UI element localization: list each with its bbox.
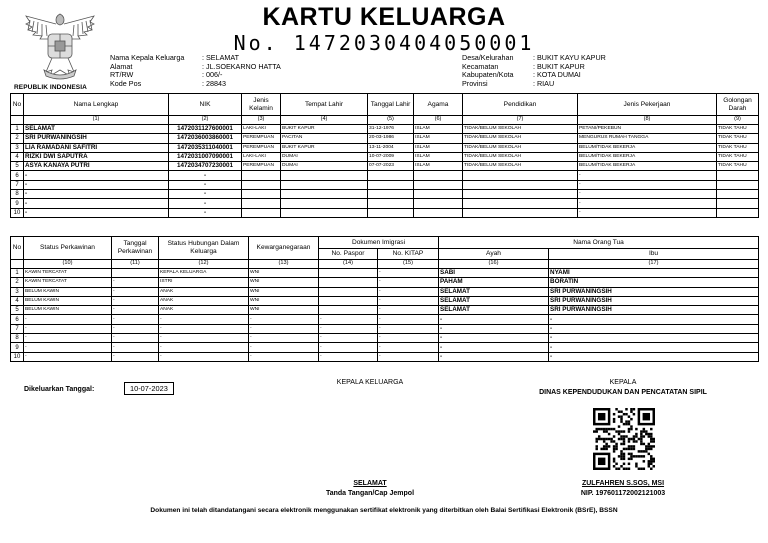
col-header-religion: Agama [414,94,463,116]
col-header-no: No [11,94,24,116]
member-row: 1 SELAMAT 1472031127600001 LAKI-LAKI BUKIT KAPUR 31-12-1976 ISLAM TIDAK/BELUM SEKOLAH PETANI/PEKEBUN TIDAK TAHU [11,125,759,134]
member-row: 10 - - - [11,208,759,217]
member-row: 8 - - - [11,190,759,199]
members-number-row: (1) (2) (3) (4) (5) (6) (7) (8) (9) [11,116,759,125]
info-row-rtrw: RT/RW : 006/- [110,70,223,80]
status-row: 4 BELUM KAWIN - ANAK WNI - SELAMAT SRI PURWANINGSIH [11,296,759,305]
col-header-nik: NIK [169,94,242,116]
col-header-passport: No. Paspor [319,249,378,260]
qr-code [593,408,655,470]
col-header-no2: No [11,237,24,260]
members-header-row [11,94,759,116]
official-name: ZULFAHREN S.SOS, MSI [581,480,665,487]
household-info-left [110,54,281,88]
col-header-father: Ayah [439,249,549,260]
col-header-marriage-date: Tanggal Perkawinan [112,237,159,260]
family-card-number: No. 1472030404050001 [233,31,535,55]
status-table [10,236,759,362]
issued-label: Dikeluarkan Tanggal: [24,386,95,393]
status-row: 2 KAWIN TERCATAT - ISTRI WNI - PAHAM BORATIN [11,278,759,287]
head-title: KEPALA KELUARGA [336,379,404,386]
col-header-citizenship: Kewarganegaraan [249,237,319,260]
info-row-address: Alamat : JL.SOEKARNO HATTA [110,61,281,71]
info-row-district: Kecamatan : BUKIT KAPUR [462,61,585,71]
head-sign-label: Tanda Tangan/Cap Jempol [325,490,415,497]
info-row-head: Nama Kepala Keluarga : SELAMAT [110,53,240,62]
head-name: SELAMAT [353,480,387,487]
member-row: 9 - - - [11,199,759,208]
info-row-province: Provinsi : RIAU [462,78,555,88]
col-header-relationship: Status Hubungan Dalam Keluarga [159,237,249,260]
member-row: 5 ASYA KANAYA PUTRI 1472034707230001 PEREMPUAN DUMAI 07-07-2023 ISLAM TIDAK/BELUM SEKOLAH BELUM/TIDAK BEKERJA TIDAK TAHU [11,162,759,171]
electronic-signature-note: Dokumen ini telah ditandatangani secara elektronik menggunakan sertifikat elektronik yang diterbitkan oleh Balai Sertifikasi Elektronik (BSrE), BSSN [150,507,618,514]
status-row: 7 - - - - - - - - [11,324,759,333]
member-row: 6 - - - [11,171,759,180]
office-title: KEPALA [609,379,637,386]
status-row: 1 KAWIN TERCATAT KEPALA KELUARGA WNI - SABI NYAMI [11,269,759,278]
col-header-birthdate: Tanggal Lahir [368,94,414,116]
page-title: KARTU KELUARGA [262,3,506,31]
status-row: 8 - - - - - - - - [11,334,759,343]
status-number-row: (10) (11) (12) (13) (14) (15) (16) (17) [11,260,759,269]
official-nip: NIP. 197601172002121003 [580,490,666,497]
issued-date: 10-07-2023 [124,382,174,395]
col-header-parents: Nama Orang Tua [439,237,759,249]
col-header-birthplace: Tempat Lahir [281,94,368,116]
status-row: 10 - - - - - - - - [11,352,759,361]
member-row: 2 SRI PURWANINGSIH 1472036003860001 PEREMPUAN PACITAN 20-03-1986 ISLAM TIDAK/BELUM SEKOLAH MENGURUS RUMAH TANGGA TIDAK TAHU [11,134,759,143]
col-header-gender: Jenis Kelamin [242,94,281,116]
col-header-marital: Status Perkawinan [24,237,112,260]
members-table [10,93,759,218]
member-row: 3 LIA RAMADANI SAFITRI 1472035311040001 PEREMPUAN BUKIT KAPUR 13-11-2004 ISLAM TIDAK/BELUM SEKOLAH BELUM/TIDAK BEKERJA TIDAK TAHU [11,143,759,152]
country-label: REPUBLIK INDONESIA [14,84,87,91]
col-header-name: Nama Lengkap [24,94,169,116]
col-header-mother: Ibu [549,249,759,260]
office-title-2: DINAS KEPENDUDUKAN DAN PENCATATAN SIPIL [539,389,707,396]
col-header-education: Pendidikan [463,94,578,116]
col-header-occupation: Jenis Pekerjaan [578,94,717,116]
status-row: 6 - - - - - - - - [11,315,759,324]
info-row-village: Desa/Kelurahan : BUKIT KAYU KAPUR [462,53,606,62]
household-info-right [462,54,606,88]
member-row: 7 - - - [11,180,759,189]
status-row: 3 BELUM KAWIN - ANAK WNI - SELAMAT SRI PURWANINGSIH [11,287,759,296]
col-header-immigration: Dokumen Imigrasi [319,237,439,249]
status-row: 5 BELUM KAWIN - ANAK WNI - SELAMAT SRI PURWANINGSIH [11,306,759,315]
info-row-city: Kabupaten/Kota : KOTA DUMAI [462,70,581,80]
col-header-kitap: No. KITAP [378,249,439,260]
status-row: 9 - - - - - - - - [11,343,759,352]
member-row: 4 RIZKI DWI SAPUTRA 1472031007090001 LAKI-LAKI DUMAI 10-07-2009 ISLAM TIDAK/BELUM SEKOLAH BELUM/TIDAK BEKERJA TIDAK TAHU [11,152,759,161]
col-header-bloodtype: Golongan Darah [717,94,759,116]
status-header-row-1 [11,237,759,249]
info-row-postcode: Kode Pos : 28843 [110,78,226,88]
